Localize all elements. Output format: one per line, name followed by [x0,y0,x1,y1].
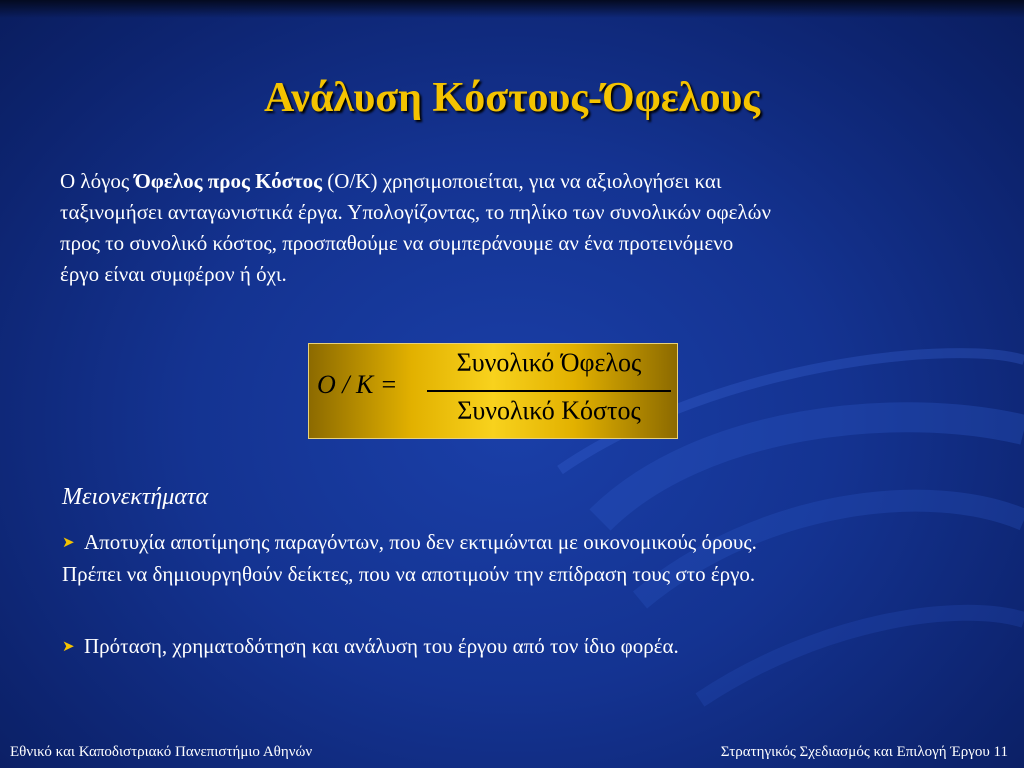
bullet-2-text: Πρόταση, χρηματοδότηση και ανάλυση του έργου από τον ίδιο φορέα. [84,634,679,658]
arrow-bullet-icon: ➤ [62,639,75,655]
intro-prefix: Ο λόγος [60,169,135,193]
formula-box [308,343,678,439]
disadvantages-heading: Μειονεκτήματα [62,484,209,510]
intro-bold-term: Όφελος προς Κόστος [134,169,323,193]
top-dark-band [0,0,1024,18]
formula-fraction-line [427,390,671,392]
intro-line-1-rest: (Ο/Κ) χρησιμοποιείται, για να αξιολογήσει και [322,169,722,193]
slide-title: Ανάλυση Κόστους-Όφελους [263,75,760,121]
footer-university: Εθνικό και Καποδιστριακό Πανεπιστήμιο Αθηνών [10,744,313,760]
intro-line-2: ταξινομήσει ανταγωνιστικά έργα. Υπολογίζοντας, το πηλίκο των συνολικών οφελών [60,200,771,224]
bullet-1-line-1 [62,527,962,559]
intro-line-3: προς το συνολικό κόστος, προσπαθούμε να συμπεράνουμε αν ένα προτεινόμενο [60,231,734,255]
formula-lhs: O / K = [317,370,398,399]
formula-denominator: Συνολικό Κόστος [457,396,641,425]
intro-line-1 [60,166,960,197]
bullet-2-line-1 [62,631,962,663]
bullet-1-text: Αποτυχία αποτίμησης παραγόντων, που δεν εκτιμώνται με οικονομικούς όρους. [84,530,757,554]
footer-course-title: Στρατηγικός Σχεδιασμός και Επιλογή Έργου [720,744,990,760]
bullet-item-2 [62,631,962,663]
page-number: 11 [993,744,1008,760]
bullet-item-1 [62,527,962,590]
arrow-bullet-icon: ➤ [62,535,75,551]
formula-numerator: Συνολικό Όφελος [456,348,642,377]
intro-paragraph [60,166,960,290]
footer-right [721,744,1008,761]
bullet-1-line-2: Πρέπει να δημιουργηθούν δείκτες, που να αποτιμούν την επίδραση τους στο έργο. [62,562,756,586]
intro-line-4: έργο είναι συμφέρον ή όχι. [60,262,287,286]
